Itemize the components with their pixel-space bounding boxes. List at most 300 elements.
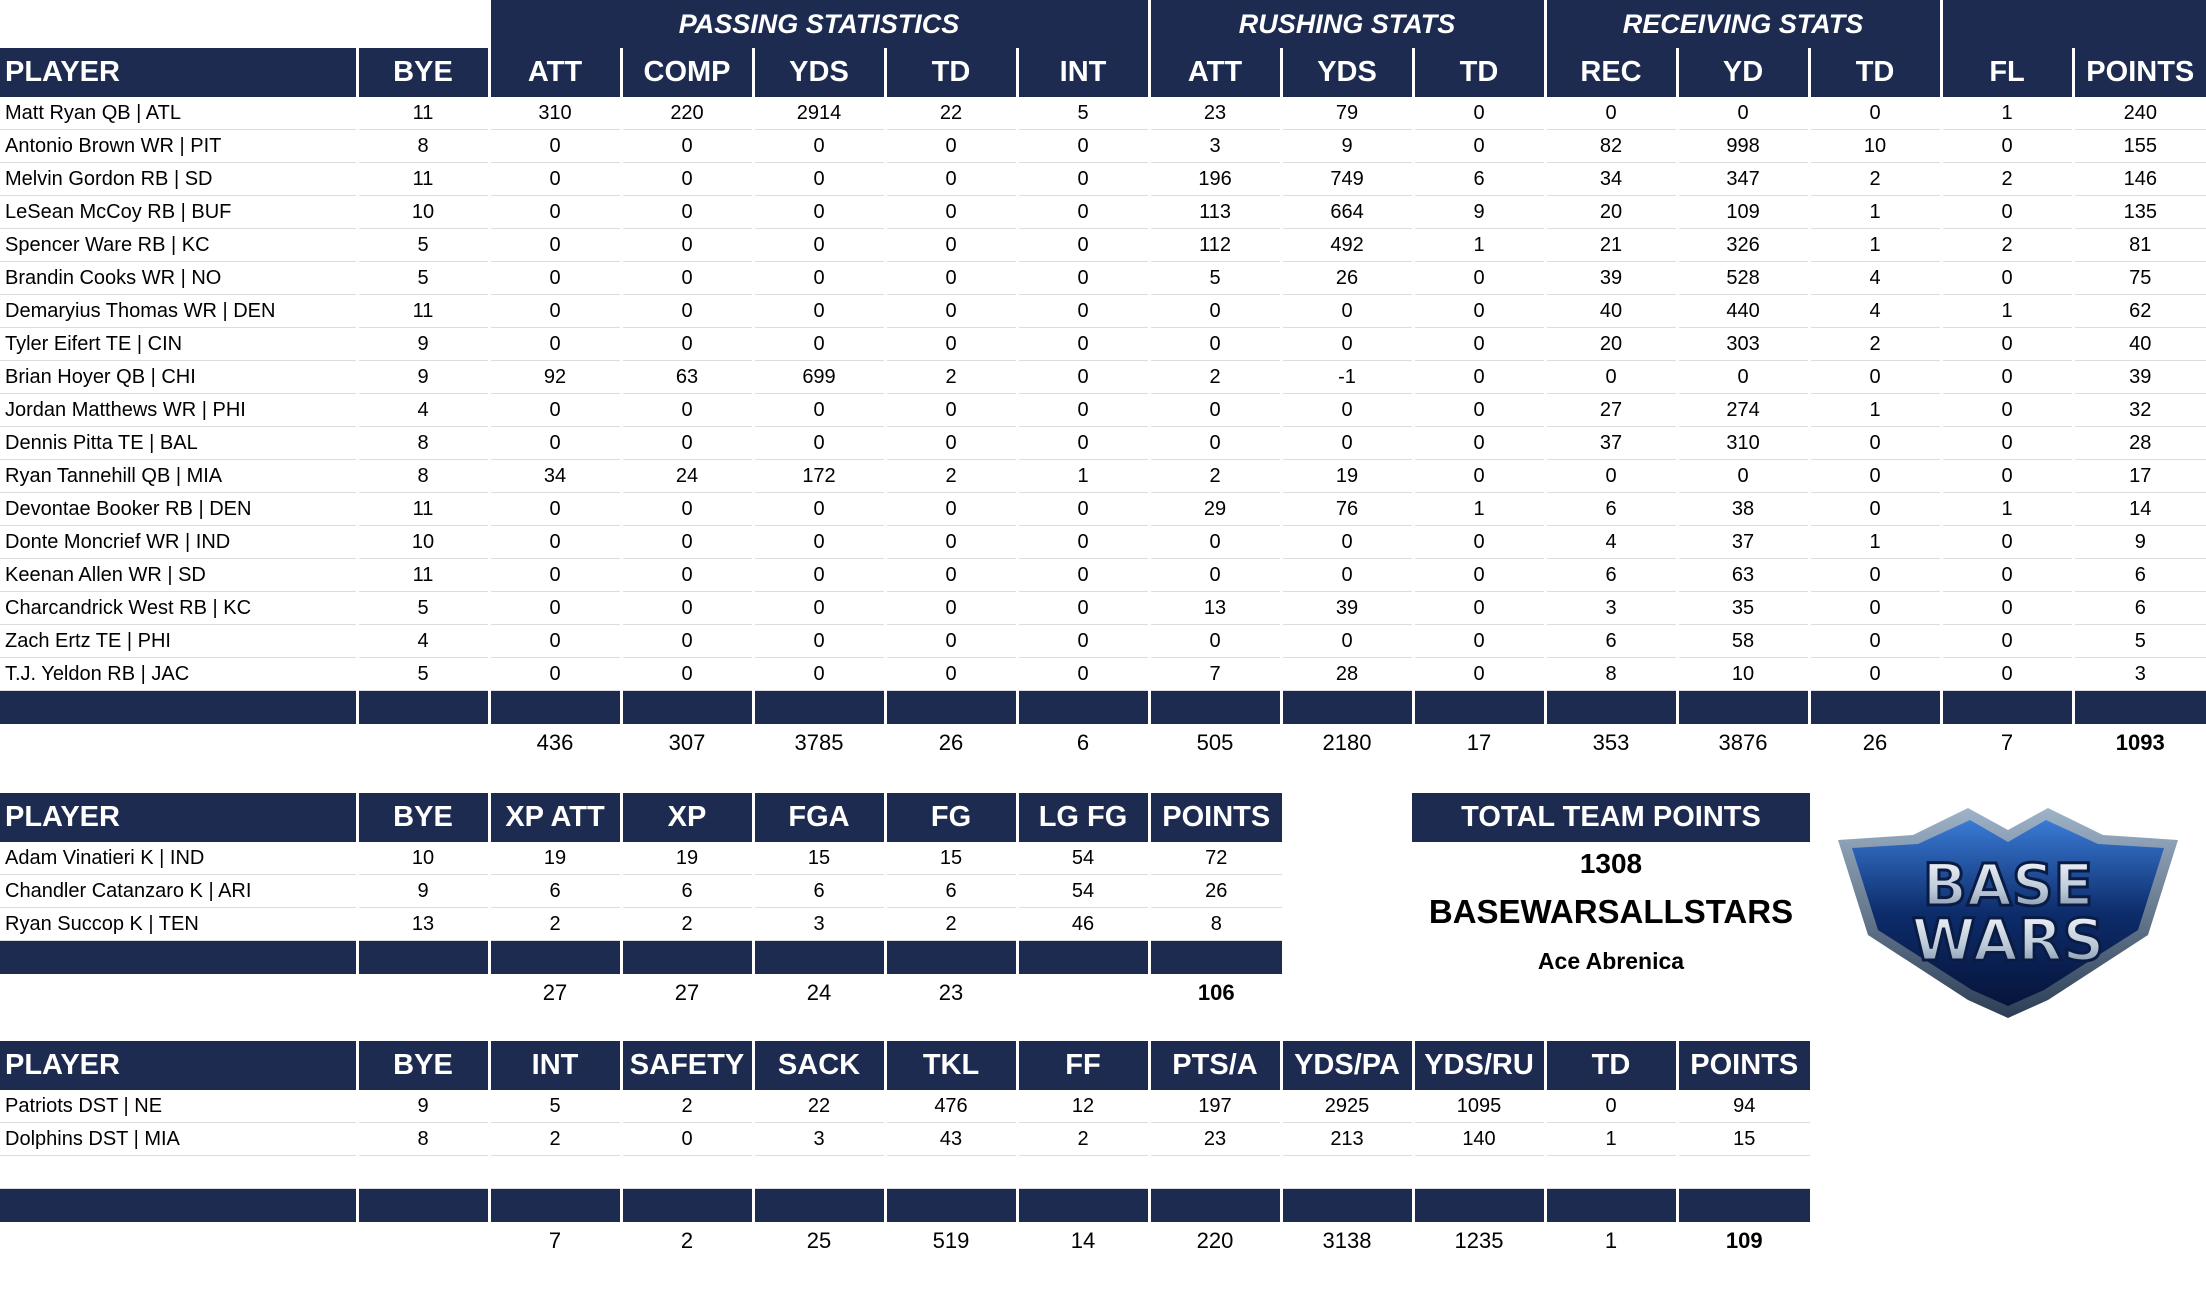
stat-cell: 0 (1413, 328, 1545, 361)
stat-cell: 0 (753, 130, 885, 163)
table-row (0, 526, 2206, 559)
stat-cell: 2 (1149, 460, 1281, 493)
stat-cell: 8 (357, 130, 489, 163)
player-name-cell: Keenan Allen WR | SD (0, 559, 357, 592)
stat-cell: 6 (1545, 493, 1677, 526)
column-header: TD (885, 48, 1017, 97)
divider-cell (753, 691, 885, 725)
stat-cell: 0 (885, 130, 1017, 163)
misc-group-header (1941, 0, 2206, 48)
stat-cell: 274 (1677, 394, 1809, 427)
stat-cell: 75 (2073, 262, 2206, 295)
stat-cell (885, 1156, 1017, 1189)
stat-cell: 0 (489, 262, 621, 295)
stat-cell: 2 (1809, 328, 1941, 361)
stat-cell: 0 (621, 262, 753, 295)
stat-cell: 310 (1677, 427, 1809, 460)
stat-cell: 2 (1941, 229, 2073, 262)
table-row (0, 460, 2206, 493)
column-header: TD (1809, 48, 1941, 97)
stat-cell: 15 (1677, 1123, 1810, 1156)
column-header: PLAYER (0, 48, 357, 97)
divider-cell (357, 691, 489, 725)
player-name-cell: Matt Ryan QB | ATL (0, 97, 357, 130)
divider-cell (753, 941, 885, 975)
stat-cell: 0 (1017, 130, 1149, 163)
player-name-cell: LeSean McCoy RB | BUF (0, 196, 357, 229)
column-header: FG (885, 793, 1017, 842)
stat-cell: 0 (885, 295, 1017, 328)
stat-cell: 0 (1941, 130, 2073, 163)
table-row (0, 196, 2206, 229)
total-team-points-label: TOTAL TEAM POINTS (1412, 793, 1810, 842)
team-name: BASEWARSALLSTARS (1428, 893, 1794, 930)
divider-cell (0, 941, 357, 975)
kicker-totals-row (0, 974, 1282, 1011)
stat-cell: 0 (1413, 394, 1545, 427)
stat-cell: 43 (885, 1123, 1017, 1156)
stat-cell: 1095 (1413, 1090, 1545, 1123)
column-header: YDS/PA (1281, 1041, 1413, 1090)
table-row (0, 625, 2206, 658)
divider-cell (1017, 1189, 1149, 1223)
column-header: TKL (885, 1041, 1017, 1090)
stat-cell: 10 (357, 842, 489, 875)
column-header: REC (1545, 48, 1677, 97)
stat-cell: 0 (753, 196, 885, 229)
total-cell: 27 (621, 974, 753, 1011)
stat-cell: 3 (1149, 130, 1281, 163)
stat-cell: 0 (885, 394, 1017, 427)
stat-cell: 113 (1149, 196, 1281, 229)
divider-cell (489, 691, 621, 725)
stat-cell: 9 (2073, 526, 2206, 559)
stat-cell: 35 (1677, 592, 1809, 625)
table-row (0, 559, 2206, 592)
stat-cell: 0 (1809, 361, 1941, 394)
divider-cell (357, 941, 489, 975)
stat-cell: 0 (1809, 658, 1941, 691)
stat-cell: 0 (621, 295, 753, 328)
total-cell: 6 (1017, 724, 1149, 761)
stat-cell: 10 (1809, 130, 1941, 163)
stat-cell: 39 (1545, 262, 1677, 295)
stat-cell: 998 (1677, 130, 1809, 163)
column-header: POINTS (1677, 1041, 1810, 1090)
divider-cell (1281, 1189, 1413, 1223)
stat-cell (1017, 1156, 1149, 1189)
stat-cell: 6 (1413, 163, 1545, 196)
divider-cell (621, 941, 753, 975)
stat-cell: 0 (885, 262, 1017, 295)
stat-cell: 39 (2073, 361, 2206, 394)
table-row (0, 328, 2206, 361)
stat-cell: 0 (1413, 559, 1545, 592)
stat-cell: 0 (753, 493, 885, 526)
stat-cell: 39 (1281, 592, 1413, 625)
defense-divider-bar (0, 1189, 1810, 1223)
stat-cell: 62 (2073, 295, 2206, 328)
table-row (0, 493, 2206, 526)
stat-cell: 0 (885, 229, 1017, 262)
stat-cell: 0 (1017, 625, 1149, 658)
stat-cell: 2 (621, 908, 753, 941)
divider-cell (621, 691, 753, 725)
total-cell: 3785 (753, 724, 885, 761)
player-name-cell: Ryan Tannehill QB | MIA (0, 460, 357, 493)
stat-cell: 0 (489, 328, 621, 361)
stat-cell: 0 (1941, 559, 2073, 592)
divider-cell (1545, 691, 1677, 725)
stat-cell: 0 (1941, 460, 2073, 493)
stat-cell: 6 (2073, 559, 2206, 592)
total-cell: 3138 (1281, 1222, 1413, 1259)
column-header: COMP (621, 48, 753, 97)
stat-cell: 0 (1677, 361, 1809, 394)
stat-cell: 0 (489, 130, 621, 163)
stat-cell: 492 (1281, 229, 1413, 262)
stat-cell: 664 (1281, 196, 1413, 229)
stat-cell: 749 (1281, 163, 1413, 196)
stat-cell: 1 (1545, 1123, 1677, 1156)
column-header: LG FG (1017, 793, 1149, 842)
column-header: FF (1017, 1041, 1149, 1090)
stat-cell: 220 (621, 97, 753, 130)
stat-cell: 23 (1149, 1123, 1281, 1156)
points-total-cell: 109 (1725, 1228, 1763, 1253)
passing-group-header: PASSING STATISTICS (489, 0, 1149, 48)
column-header: POINTS (1149, 793, 1282, 842)
stat-cell: 54 (1017, 875, 1149, 908)
total-cell: 2180 (1281, 724, 1413, 761)
divider-cell (885, 691, 1017, 725)
divider-cell (1149, 941, 1282, 975)
stat-cell: 1 (1809, 394, 1941, 427)
total-cell: 26 (885, 724, 1017, 761)
stat-cell: 19 (621, 842, 753, 875)
stat-cell: 0 (1809, 559, 1941, 592)
stat-cell: 0 (1941, 328, 2073, 361)
stat-cell: 81 (2073, 229, 2206, 262)
offense-divider-bar (0, 691, 2206, 725)
stat-cell: 0 (1413, 262, 1545, 295)
stat-cell: 0 (1017, 559, 1149, 592)
stat-cell: 0 (1017, 163, 1149, 196)
stat-cell: 0 (753, 559, 885, 592)
stat-cell: 0 (621, 625, 753, 658)
stat-cell: 0 (1281, 394, 1413, 427)
stat-cell (1545, 1156, 1677, 1189)
logo-line-1: BASE (1922, 851, 2094, 919)
total-cell (357, 1222, 489, 1259)
stat-cell: 0 (1017, 394, 1149, 427)
divider-cell (1149, 1189, 1281, 1223)
stat-cell: 0 (885, 196, 1017, 229)
stat-cell: 0 (489, 196, 621, 229)
stat-cell: 0 (753, 625, 885, 658)
total-cell: 1 (1545, 1222, 1677, 1259)
stat-cell: 6 (1545, 625, 1677, 658)
column-header: PLAYER (0, 1041, 357, 1090)
player-name-cell: Chandler Catanzaro K | ARI (0, 875, 357, 908)
group-spacer (0, 0, 489, 48)
divider-cell (1281, 691, 1413, 725)
rushing-group-header: RUSHING STATS (1149, 0, 1545, 48)
table-row (0, 592, 2206, 625)
table-row (0, 842, 1282, 875)
stat-cell: 14 (2073, 493, 2206, 526)
stat-cell: 63 (1677, 559, 1809, 592)
stat-cell: 0 (621, 229, 753, 262)
stat-cell: 0 (753, 229, 885, 262)
stat-cell: 0 (1941, 394, 2073, 427)
stat-cell: 0 (885, 559, 1017, 592)
divider-cell (0, 691, 357, 725)
divider-cell (1017, 691, 1149, 725)
total-cell (0, 1222, 357, 1259)
defense-stats-table (0, 1041, 1810, 1259)
column-header: INT (1017, 48, 1149, 97)
stat-cell: 2925 (1281, 1090, 1413, 1123)
column-header: BYE (357, 48, 489, 97)
table-row (0, 908, 1282, 941)
stat-cell: 0 (753, 658, 885, 691)
stat-cell: 0 (1149, 526, 1281, 559)
stat-cell: 76 (1281, 493, 1413, 526)
stat-cell: 0 (489, 592, 621, 625)
stat-cell: 10 (357, 526, 489, 559)
kicker-stats-table (0, 793, 1282, 1011)
stat-cell: 2 (885, 460, 1017, 493)
player-name-cell: Melvin Gordon RB | SD (0, 163, 357, 196)
stat-cell: 0 (1017, 526, 1149, 559)
stat-cell: 0 (621, 196, 753, 229)
stat-cell: 2 (1809, 163, 1941, 196)
stat-cell: 40 (1545, 295, 1677, 328)
stat-cell: 11 (357, 559, 489, 592)
stat-cell: 112 (1149, 229, 1281, 262)
stat-cell: 0 (885, 592, 1017, 625)
kicker-rows (0, 842, 1282, 941)
stat-cell: 5 (1017, 97, 1149, 130)
stat-cell: 6 (1545, 559, 1677, 592)
stat-cell: 15 (885, 842, 1017, 875)
stat-cell: 8 (1149, 908, 1282, 941)
stat-cell: 0 (621, 526, 753, 559)
player-name-cell: Spencer Ware RB | KC (0, 229, 357, 262)
stat-cell: 0 (753, 592, 885, 625)
divider-cell (357, 1189, 489, 1223)
stat-cell: 140 (1413, 1123, 1545, 1156)
divider-cell (489, 941, 621, 975)
stat-cell: 172 (753, 460, 885, 493)
stat-cell: 197 (1149, 1090, 1281, 1123)
stat-cell: 11 (357, 493, 489, 526)
total-cell (1017, 974, 1149, 1011)
stat-cell: 22 (753, 1090, 885, 1123)
team-summary (1412, 793, 1810, 976)
player-name-cell: Patriots DST | NE (0, 1090, 357, 1123)
total-cell: 220 (1149, 1222, 1281, 1259)
column-header: TD (1413, 48, 1545, 97)
stat-cell: 155 (2073, 130, 2206, 163)
stat-cell: 326 (1677, 229, 1809, 262)
stat-cell: 0 (885, 658, 1017, 691)
stat-cell: 0 (489, 427, 621, 460)
column-header: YDS (753, 48, 885, 97)
stat-cell: 0 (1809, 460, 1941, 493)
stat-cell: 20 (1545, 328, 1677, 361)
stat-cell: 10 (1677, 658, 1809, 691)
stat-cell: 2 (885, 908, 1017, 941)
stat-cell: 0 (621, 658, 753, 691)
total-cell (0, 974, 357, 1011)
stat-cell: 0 (1149, 559, 1281, 592)
stat-cell: 8 (357, 427, 489, 460)
stat-cell: 2 (885, 361, 1017, 394)
offense-totals-row (0, 724, 2206, 761)
stat-cell: 2 (1149, 361, 1281, 394)
column-header: YD (1677, 48, 1809, 97)
stat-cell: 3 (2073, 658, 2206, 691)
stat-cell: 13 (357, 908, 489, 941)
column-header: PTS/A (1149, 1041, 1281, 1090)
player-name-cell: Brandin Cooks WR | NO (0, 262, 357, 295)
stat-cell: 3 (753, 908, 885, 941)
stat-cell: 0 (1413, 97, 1545, 130)
stat-cell: 303 (1677, 328, 1809, 361)
stat-cell: 0 (1413, 625, 1545, 658)
stat-cell: 0 (621, 163, 753, 196)
table-row (0, 1156, 1810, 1189)
stat-cell: 4 (1809, 262, 1941, 295)
stat-cell: 0 (1413, 427, 1545, 460)
stat-cell: 0 (885, 328, 1017, 361)
divider-cell (1545, 1189, 1677, 1223)
stat-cell: 0 (753, 295, 885, 328)
table-row (0, 658, 2206, 691)
divider-cell (1809, 691, 1941, 725)
stat-cell: 28 (1281, 658, 1413, 691)
table-row (0, 361, 2206, 394)
points-total-cell: 1093 (2115, 730, 2165, 755)
table-row (0, 1090, 1810, 1123)
stat-cell: 0 (1413, 130, 1545, 163)
stat-cell: 11 (357, 97, 489, 130)
stat-cell: 1 (1413, 229, 1545, 262)
receiving-group-header: RECEIVING STATS (1545, 0, 1941, 48)
table-row (0, 295, 2206, 328)
stat-cell: 109 (1677, 196, 1809, 229)
stat-cell: 1 (1413, 493, 1545, 526)
stat-cell: 2 (489, 908, 621, 941)
player-name-cell: Demaryius Thomas WR | DEN (0, 295, 357, 328)
divider-cell (2073, 691, 2206, 725)
total-cell: 7 (489, 1222, 621, 1259)
stat-cell: 1 (1941, 295, 2073, 328)
stat-cell: 1 (1017, 460, 1149, 493)
stat-cell: 0 (1941, 526, 2073, 559)
stat-cell (1413, 1156, 1545, 1189)
column-header: XP (621, 793, 753, 842)
stat-cell: 0 (885, 163, 1017, 196)
stat-cell: 0 (753, 262, 885, 295)
stat-cell (753, 1156, 885, 1189)
stat-cell: 0 (1281, 625, 1413, 658)
stat-cell: 0 (1017, 229, 1149, 262)
stat-cell: 476 (885, 1090, 1017, 1123)
stat-cell: 0 (1809, 493, 1941, 526)
divider-cell (0, 1189, 357, 1223)
total-cell: 2 (621, 1222, 753, 1259)
stat-cell: 27 (1545, 394, 1677, 427)
total-cell: 25 (753, 1222, 885, 1259)
player-name-cell: Donte Moncrief WR | IND (0, 526, 357, 559)
stat-cell: 0 (1017, 658, 1149, 691)
stat-cell: 23 (1149, 97, 1281, 130)
column-header: FL (1941, 48, 2073, 97)
stat-cell: 0 (489, 229, 621, 262)
stat-cell: 699 (753, 361, 885, 394)
stat-cell: 0 (753, 328, 885, 361)
stat-cell: 0 (489, 559, 621, 592)
table-row (0, 1123, 1810, 1156)
stat-cell: 22 (885, 97, 1017, 130)
stat-cell: 5 (357, 229, 489, 262)
stat-cell: 0 (1677, 97, 1809, 130)
divider-cell (489, 1189, 621, 1223)
stat-cell: 0 (621, 130, 753, 163)
points-total-cell: 106 (1197, 980, 1235, 1005)
stat-cell: 1 (1941, 493, 2073, 526)
stat-cell: 0 (1809, 625, 1941, 658)
player-name-cell: Adam Vinatieri K | IND (0, 842, 357, 875)
stat-cell: 0 (489, 625, 621, 658)
total-cell: 505 (1149, 724, 1281, 761)
stat-cell: 17 (2073, 460, 2206, 493)
divider-cell (1677, 691, 1809, 725)
stat-cell: 0 (1413, 361, 1545, 394)
table-row (0, 427, 2206, 460)
stat-cell: 0 (1149, 427, 1281, 460)
divider-cell (1413, 1189, 1545, 1223)
stat-cell: 4 (1545, 526, 1677, 559)
total-cell: 436 (489, 724, 621, 761)
player-name-cell: Antonio Brown WR | PIT (0, 130, 357, 163)
stat-cell: 0 (621, 493, 753, 526)
player-name-cell: Charcandrick West RB | KC (0, 592, 357, 625)
total-cell (357, 974, 489, 1011)
divider-cell (1941, 691, 2073, 725)
stat-cell: 0 (1809, 97, 1941, 130)
stat-cell: 5 (357, 262, 489, 295)
total-cell: 519 (885, 1222, 1017, 1259)
stat-cell: 32 (2073, 394, 2206, 427)
total-cell: 26 (1809, 724, 1941, 761)
stat-cell: 0 (885, 493, 1017, 526)
stat-cell (1677, 1156, 1810, 1189)
stat-cell: 0 (1809, 427, 1941, 460)
stat-cell: 11 (357, 295, 489, 328)
stat-cell: 240 (2073, 97, 2206, 130)
player-name-cell (0, 1156, 357, 1189)
kicker-divider-bar (0, 941, 1282, 975)
stat-cell: 4 (357, 625, 489, 658)
stat-cell: 440 (1677, 295, 1809, 328)
stat-cell: 528 (1677, 262, 1809, 295)
player-name-cell: Ryan Succop K | TEN (0, 908, 357, 941)
player-name-cell: Dennis Pitta TE | BAL (0, 427, 357, 460)
